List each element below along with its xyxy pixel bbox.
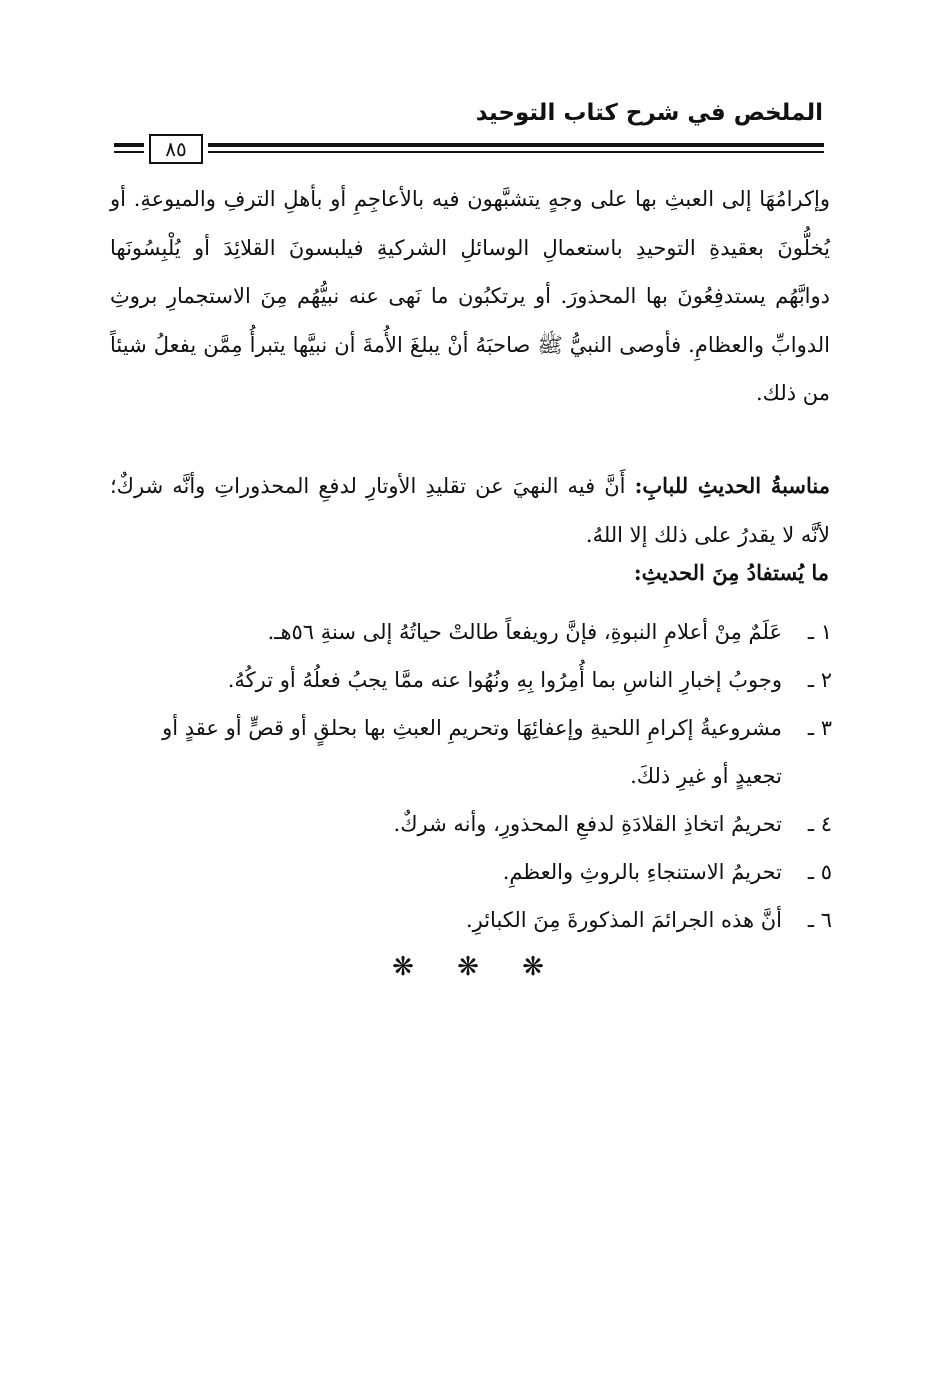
benefits-heading: ما يُستفادُ مِنَ الحديثِ: <box>633 560 829 585</box>
relevance-text: أَنَّ فيه النهيَ عن تقليدِ الأوتارِ لدفعِ المحذوراتِ وأنَّه شركٌ؛ لأنَّه لا يقدرُ على ذلك إلا اللهُ. <box>110 474 830 547</box>
benefits-list <box>110 608 832 944</box>
list-item-number: ٦ ـ <box>807 908 832 932</box>
list-item <box>110 896 832 944</box>
list-item <box>110 656 832 704</box>
list-item <box>110 848 832 896</box>
list-item-number: ٤ ـ <box>807 812 832 836</box>
list-item <box>110 608 832 656</box>
list-item <box>110 800 832 848</box>
header-rule <box>112 134 824 166</box>
list-item-text: وجوبُ إخبارِ الناسِ بما أُمِرُوا بِهِ ونُهُوا عنه ممَّا يجبُ فعلُهُ أو تركُهُ. <box>227 668 782 692</box>
list-item-text: تحريمُ الاستنجاءِ بالروثِ والعظمِ. <box>502 860 782 884</box>
page-number: ٨٥ <box>149 134 203 164</box>
header-rule-thin <box>208 151 824 153</box>
list-item-text: تحريمُ اتخاذِ القلادَةِ لدفعِ المحذورِ، وأنه شركٌ. <box>393 812 782 836</box>
section-ornament <box>388 952 548 982</box>
intro-paragraph: وإكرامُهَا إلى العبثِ بها على وجهٍ يتشبَّهون فيه بالأعاجِمِ أو بأهلِ الترفِ والميوعةِ. أو يُخلُّونَ بعقيدةِ التوحيدِ باستعمالِ الوسائلِ الشركيةِ فيلبسونَ القلائِدَ أو يُلْبِسُونَها دوابَّهُم يستدفِعُونَ بها المحذورَ. أو يرتكبُون ما نَهى عنه نبيُّهُم مِنَ الاستجمارِ بروثِ الدوابِّ والعظامِ. فأوصى النبيُّ ﷺ صاحبَهُ أنْ يبلغَ الأُمةَ أن نبيَّها يتبرأُ مِمَّن يفعلُ شيئاً من ذلك. <box>110 187 830 405</box>
list-item-text: مشروعيةُ إكرامِ اللحيةِ وإعفائِهَا وتحريمِ العبثِ بها بحلقٍ أو قصٍّ أو عقدٍ أو تجعيدٍ أو غيرِ ذلكَ. <box>162 716 782 788</box>
running-header-title: الملخص في شرح كتاب التوحيد <box>475 100 823 126</box>
list-item-number: ٣ ـ <box>807 716 832 740</box>
list-item-number: ١ ـ <box>807 620 832 644</box>
relevance-lead: مناسبةُ الحديثِ للبابِ: <box>634 473 831 498</box>
header-rule-short-thick <box>114 143 144 147</box>
list-item-number: ٥ ـ <box>807 860 832 884</box>
ornament-star-icon: ❋ <box>522 952 544 982</box>
header-rule-thick <box>208 143 824 147</box>
list-item-text: عَلَمٌ مِنْ أعلامِ النبوةِ، فإنَّ رويفعاً طالتْ حياتُهُ إلى سنةِ ٥٦هـ. <box>267 620 782 644</box>
header-rule-short-thin <box>114 151 144 153</box>
ornament-star-icon: ❋ <box>457 952 479 982</box>
list-item-number: ٢ ـ <box>807 668 832 692</box>
ornament-star-icon: ❋ <box>392 952 414 982</box>
list-item <box>110 704 832 800</box>
relevance-paragraph <box>110 462 830 559</box>
list-item-text: أنَّ هذه الجرائمَ المذكورةَ مِنَ الكبائرِ. <box>465 908 782 932</box>
